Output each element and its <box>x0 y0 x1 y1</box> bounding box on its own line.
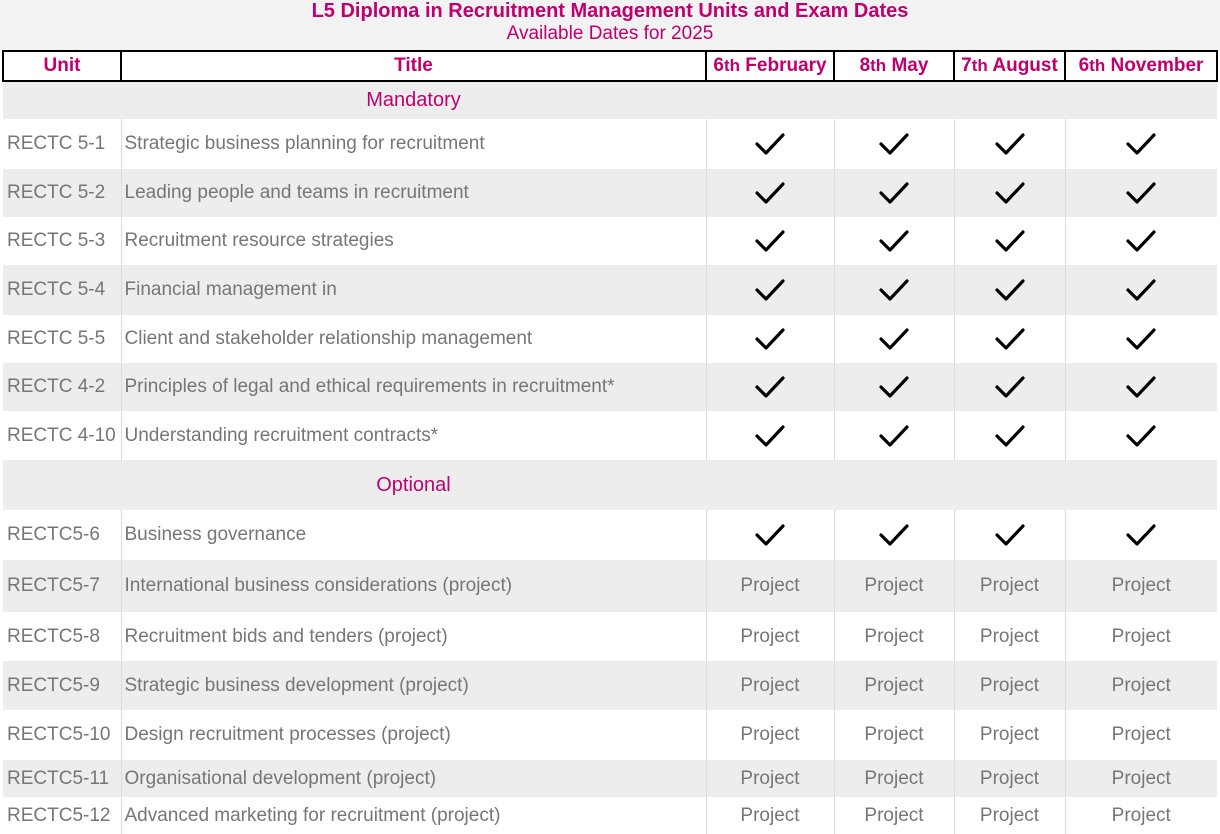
date-project-cell: Project <box>954 760 1065 797</box>
checkmark-icon <box>1126 229 1156 253</box>
date-project-cell: Project <box>834 710 954 760</box>
date-project-cell: Project <box>1065 661 1217 710</box>
date-project-cell: Project <box>1065 710 1217 760</box>
checkmark-icon <box>1126 327 1156 351</box>
date-project-cell: Project <box>706 760 834 797</box>
date-project-cell: Project <box>954 661 1065 710</box>
date-available-cell <box>1065 363 1217 411</box>
checkmark-icon <box>879 375 909 399</box>
date-available-cell <box>706 217 834 265</box>
unit-code: RECTC5-10 <box>3 710 121 760</box>
date-project-cell: Project <box>834 661 954 710</box>
checkmark-icon <box>879 181 909 205</box>
header-row <box>3 51 1217 81</box>
date-available-cell <box>834 265 954 315</box>
table-row <box>3 560 1217 612</box>
table-body <box>3 81 1217 834</box>
unit-code: RECTC 5-4 <box>3 265 121 315</box>
date-available-cell <box>834 510 954 560</box>
unit-title: Leading people and teams in recruitment <box>121 169 706 217</box>
date-project-cell: Project <box>1065 760 1217 797</box>
checkmark-icon <box>1126 523 1156 547</box>
table-row <box>3 315 1217 363</box>
date-project-cell: Project <box>1065 560 1217 612</box>
unit-code: RECTC 5-3 <box>3 217 121 265</box>
table-row <box>3 411 1217 460</box>
checkmark-icon <box>995 375 1025 399</box>
date-available-cell <box>706 363 834 411</box>
date-available-cell <box>706 315 834 363</box>
checkmark-icon <box>755 327 785 351</box>
date-project-cell: Project <box>834 560 954 612</box>
column-header-date: 8th May <box>834 51 954 81</box>
date-project-cell: Project <box>834 797 954 834</box>
checkmark-icon <box>995 181 1025 205</box>
checkmark-icon <box>995 229 1025 253</box>
date-project-cell: Project <box>706 612 834 661</box>
unit-title: Financial management in <box>121 265 706 315</box>
unit-title: Advanced marketing for recruitment (project) <box>124 804 501 826</box>
checkmark-icon <box>1126 375 1156 399</box>
checkmark-icon <box>879 278 909 302</box>
unit-title: Recruitment resource strategies <box>124 230 394 251</box>
column-header-date: 7th August <box>954 51 1065 81</box>
unit-title: Recruitment bids and tenders (project) <box>124 625 448 647</box>
unit-title: Understanding recruitment contracts* <box>124 424 439 446</box>
date-project-cell: Project <box>706 797 834 834</box>
table-row <box>3 612 1217 661</box>
checkmark-icon <box>755 132 785 156</box>
date-available-cell <box>834 217 954 265</box>
date-available-cell <box>954 119 1065 169</box>
checkmark-icon <box>879 424 909 448</box>
checkmark-icon <box>995 327 1025 351</box>
checkmark-icon <box>1126 278 1156 302</box>
date-available-cell <box>706 265 834 315</box>
date-project-cell: Project <box>834 612 954 661</box>
unit-code: RECTC5-7 <box>3 560 121 612</box>
checkmark-icon <box>755 229 785 253</box>
date-available-cell <box>834 315 954 363</box>
table-row <box>3 265 1217 315</box>
date-available-cell <box>706 510 834 560</box>
date-available-cell <box>954 265 1065 315</box>
date-available-cell <box>1065 411 1217 460</box>
date-available-cell <box>1065 217 1217 265</box>
unit-code: RECTC 4-2 <box>3 363 121 411</box>
exam-dates-table <box>2 50 1218 834</box>
unit-title: International business considerations (project) <box>121 560 706 612</box>
section-row-mandatory <box>3 81 1217 119</box>
checkmark-icon <box>755 278 785 302</box>
date-project-cell: Project <box>706 710 834 760</box>
date-available-cell <box>954 169 1065 217</box>
date-available-cell <box>1065 169 1217 217</box>
table-row <box>3 510 1217 560</box>
column-header-date: 6th February <box>706 51 834 81</box>
unit-title: Client and stakeholder relationship management <box>124 328 533 349</box>
unit-code: RECTC 5-5 <box>3 315 121 363</box>
date-project-cell: Project <box>954 560 1065 612</box>
checkmark-icon <box>995 523 1025 547</box>
table-row <box>3 169 1217 217</box>
table-row <box>3 661 1217 710</box>
date-available-cell <box>954 217 1065 265</box>
table-row <box>3 797 1217 834</box>
date-available-cell <box>706 411 834 460</box>
date-project-cell: Project <box>706 661 834 710</box>
page-subtitle: Available Dates for 2025 <box>506 23 714 44</box>
date-project-cell: Project <box>1065 612 1217 661</box>
section-spacer <box>3 81 121 119</box>
checkmark-icon <box>755 181 785 205</box>
date-available-cell <box>1065 315 1217 363</box>
table-row <box>3 760 1217 797</box>
date-available-cell <box>1065 510 1217 560</box>
unit-title: Strategic business planning for recruitment <box>124 133 485 154</box>
unit-code: RECTC5-8 <box>3 612 121 661</box>
date-available-cell <box>1065 265 1217 315</box>
checkmark-icon <box>1126 132 1156 156</box>
column-header-title: Title <box>121 51 706 81</box>
checkmark-icon <box>755 523 785 547</box>
date-available-cell <box>954 315 1065 363</box>
section-label-optional: Optional <box>121 460 706 510</box>
checkmark-icon <box>995 424 1025 448</box>
table-row <box>3 363 1217 411</box>
table-row <box>3 217 1217 265</box>
unit-title: Strategic business development (project) <box>121 661 706 710</box>
checkmark-icon <box>995 132 1025 156</box>
date-project-cell: Project <box>706 560 834 612</box>
date-available-cell <box>834 119 954 169</box>
date-available-cell <box>834 169 954 217</box>
table-row <box>3 710 1217 760</box>
unit-code: RECTC 4-10 <box>3 411 121 460</box>
unit-code: RECTC5-11 <box>3 760 121 797</box>
date-project-cell: Project <box>834 760 954 797</box>
checkmark-icon <box>1126 181 1156 205</box>
unit-title: Business governance <box>124 524 307 545</box>
section-label-mandatory: Mandatory <box>121 81 706 119</box>
date-available-cell <box>954 510 1065 560</box>
checkmark-icon <box>1126 424 1156 448</box>
unit-title: Organisational development (project) <box>121 760 706 797</box>
unit-code: RECTC5-9 <box>3 661 121 710</box>
date-project-cell: Project <box>954 612 1065 661</box>
section-spacer <box>3 460 121 510</box>
checkmark-icon <box>879 229 909 253</box>
date-available-cell <box>834 363 954 411</box>
page-title: L5 Diploma in Recruitment Management Units and Exam Dates <box>311 0 909 22</box>
date-available-cell <box>706 119 834 169</box>
checkmark-icon <box>879 523 909 547</box>
date-available-cell <box>954 411 1065 460</box>
date-project-cell: Project <box>1065 797 1217 834</box>
section-spacer <box>706 81 1217 119</box>
section-row-optional <box>3 460 1217 510</box>
checkmark-icon <box>995 278 1025 302</box>
unit-title: Design recruitment processes (project) <box>124 724 451 745</box>
table-row <box>3 119 1217 169</box>
date-available-cell <box>834 411 954 460</box>
section-spacer <box>706 460 1217 510</box>
date-available-cell <box>706 169 834 217</box>
unit-code: RECTC5-6 <box>3 510 121 560</box>
column-header-unit: Unit <box>3 51 121 81</box>
checkmark-icon <box>879 132 909 156</box>
date-project-cell: Project <box>954 797 1065 834</box>
checkmark-icon <box>755 424 785 448</box>
unit-title: Principles of legal and ethical requirements in recruitment* <box>121 363 706 411</box>
unit-code: RECTC 5-2 <box>3 169 121 217</box>
column-header-date: 6th November <box>1065 51 1217 81</box>
checkmark-icon <box>879 327 909 351</box>
checkmark-icon <box>755 375 785 399</box>
unit-code: RECTC5-12 <box>3 797 121 834</box>
date-project-cell: Project <box>954 710 1065 760</box>
unit-code: RECTC 5-1 <box>3 119 121 169</box>
date-available-cell <box>954 363 1065 411</box>
date-available-cell <box>1065 119 1217 169</box>
